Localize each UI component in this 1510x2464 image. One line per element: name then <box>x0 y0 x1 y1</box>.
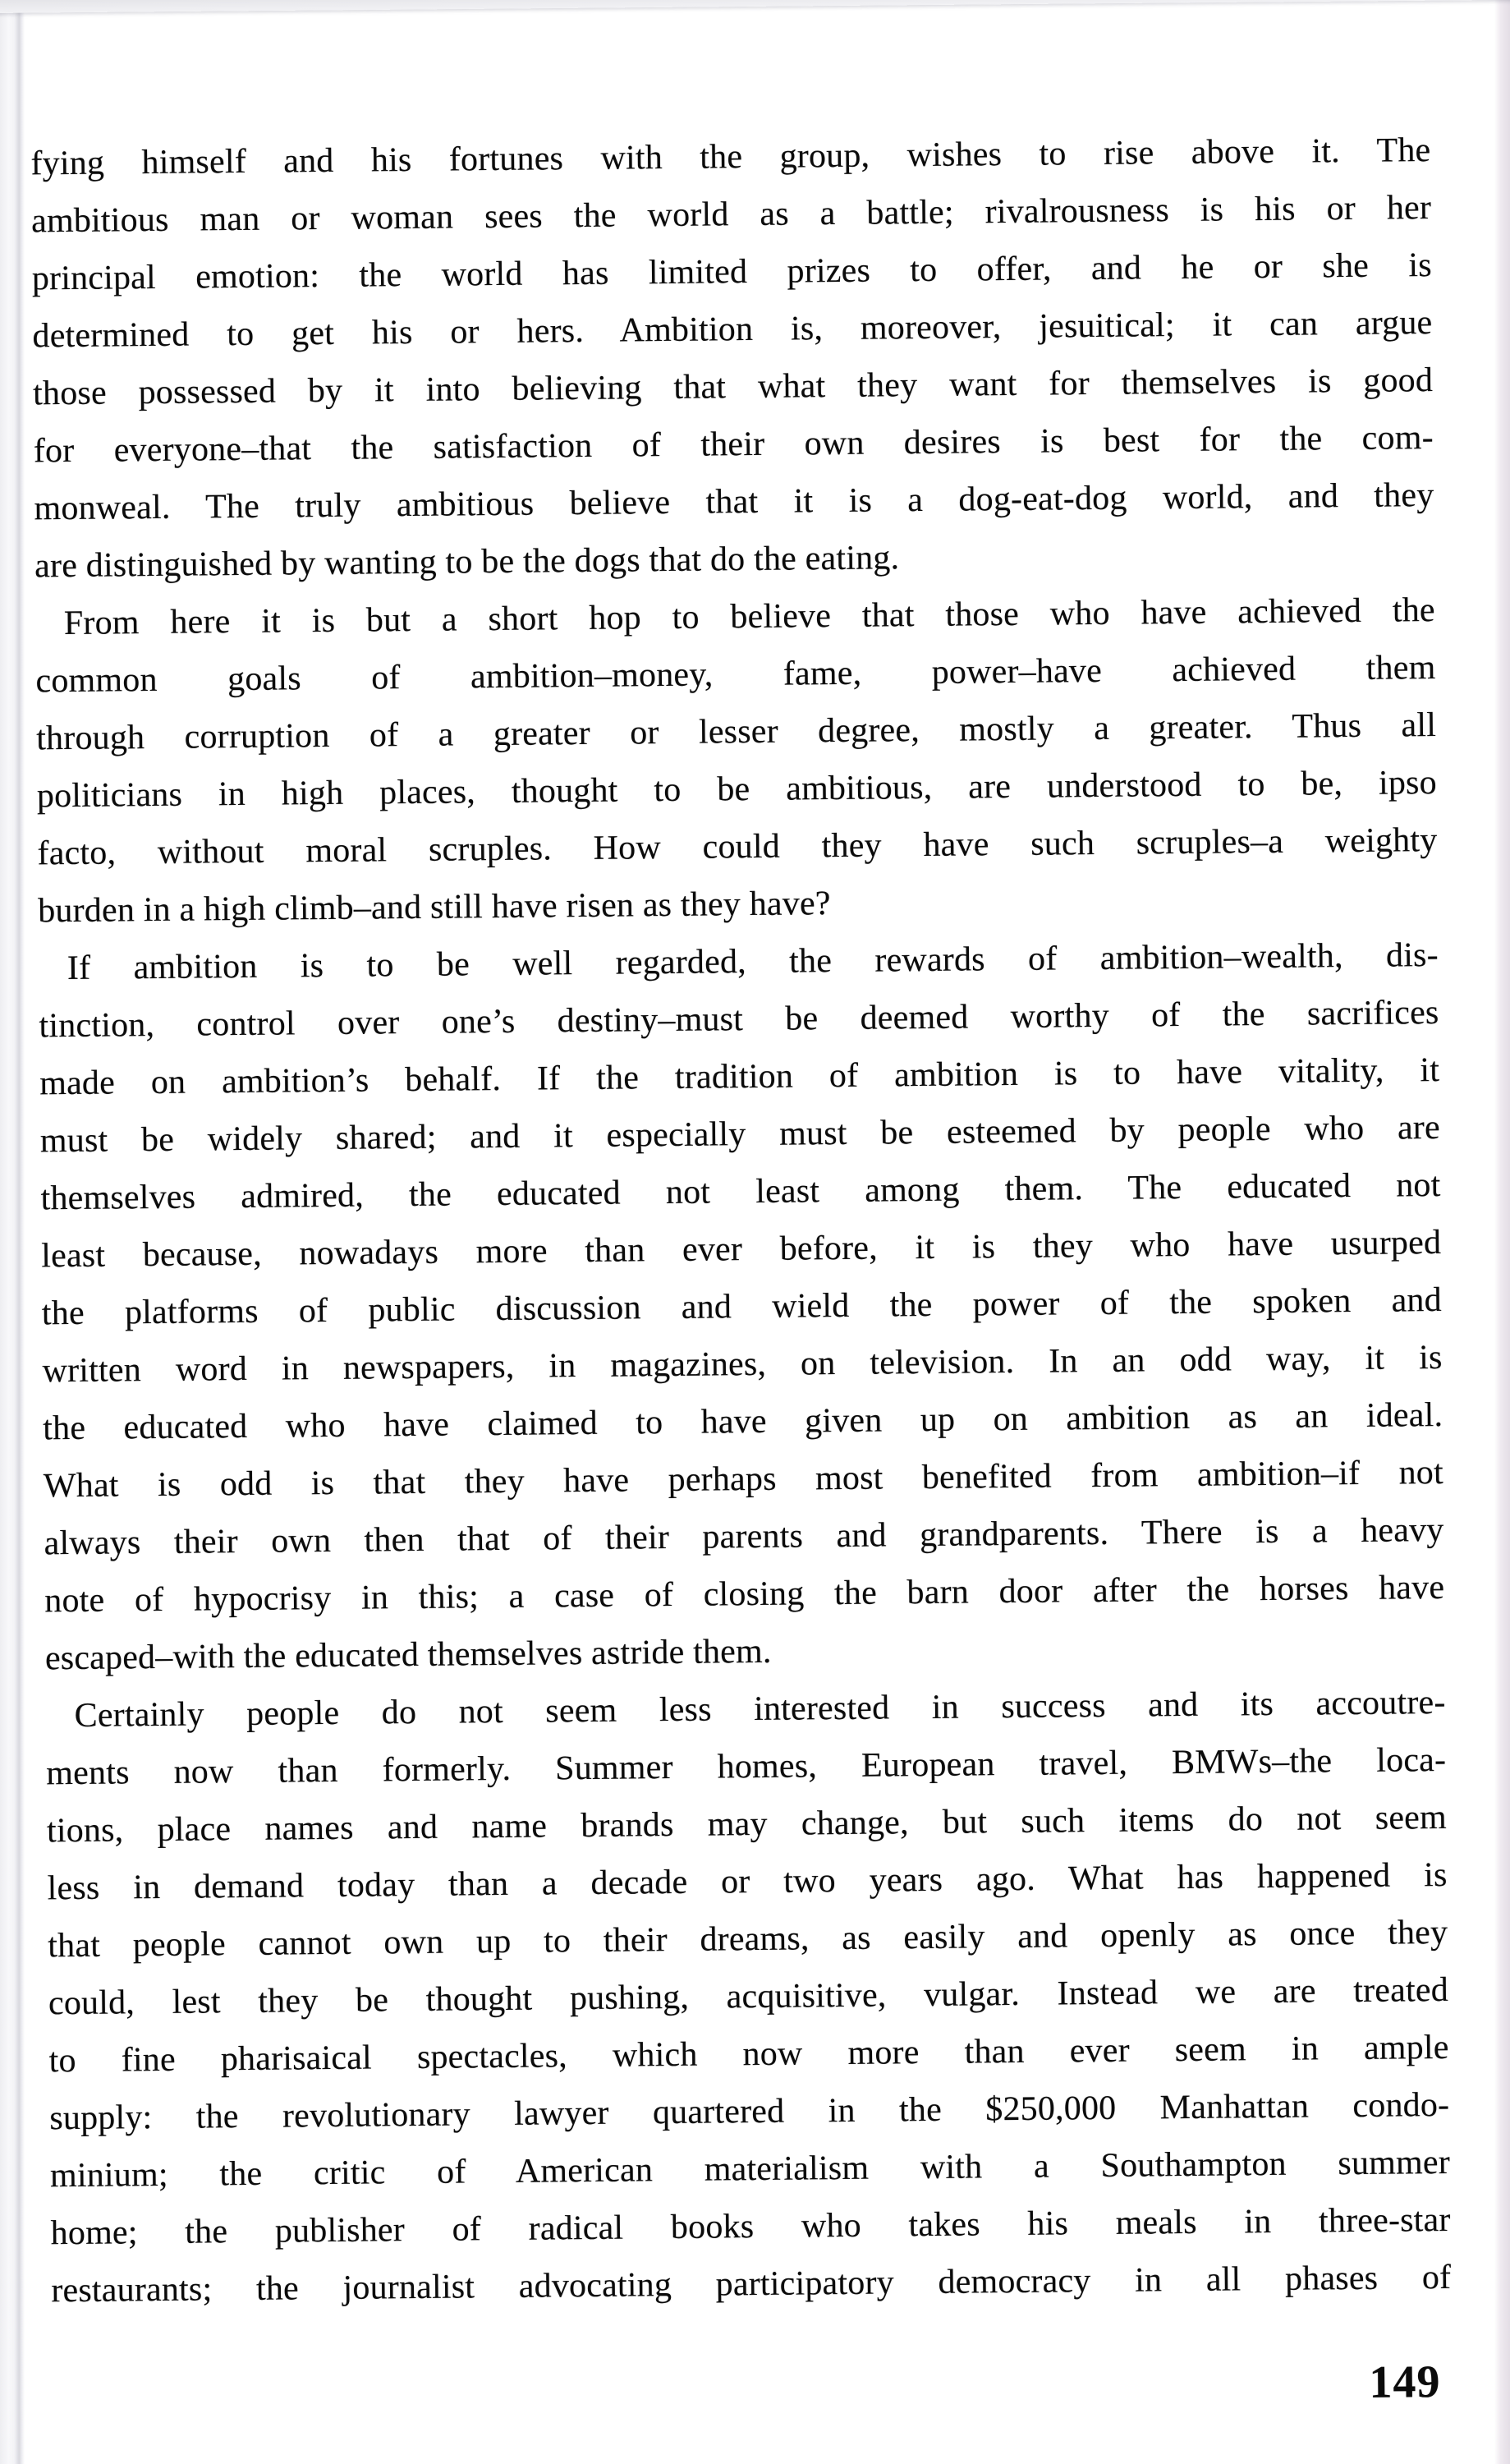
text-line: to fine pharisaical spectacles, which now more than ever seem in ample <box>48 2028 1449 2080</box>
text-line: could, lest they be thought pushing, acquisitive, vulgar. Instead we are treated <box>48 1970 1449 2023</box>
paragraph <box>45 1674 1451 2319</box>
text-line: home; the publisher of radical books who takes his meals in three-star <box>50 2200 1451 2253</box>
text-line: always their own then that of their parents and grandparents. There is a heavy <box>44 1510 1444 1563</box>
body-text <box>30 122 1451 2319</box>
text-line: ments now than formerly. Summer homes, European travel, BMWs–the loca- <box>46 1740 1447 1793</box>
text-line: From here it is but a short hop to believe that those who have achieved the <box>63 591 1435 643</box>
text-line: through corruption of a greater or lesser degree, mostly a greater. Thus all <box>35 706 1437 758</box>
text-line: If ambition is to be well regarded, the rewards of ambition–wealth, dis- <box>67 936 1439 988</box>
text-line: are distinguished by wanting to be the dogs that do the eating. <box>34 539 900 586</box>
page-number: 149 <box>1369 2356 1441 2408</box>
text-line: Certainly people do not seem less interested in success and its accoutre- <box>74 1683 1446 1735</box>
text-line: less in demand today than a decade or two years ago. What has happened is <box>47 1855 1448 1908</box>
text-line: the educated who have claimed to have given up on ambition as an ideal. <box>43 1395 1443 1448</box>
text-line: themselves admired, the educated not least among them. The educated not <box>40 1165 1441 1218</box>
text-line: determined to get his or hers. Ambition is, moreover, jesuitical; it can argue <box>32 304 1433 356</box>
text-line: written word in newspapers, in magazines, on television. In an odd way, it is <box>42 1338 1443 1391</box>
text-line: common goals of ambition–money, fame, power–have achieved them <box>35 649 1436 701</box>
text-line: must be widely shared; and it especially must be esteemed by people who are <box>39 1108 1441 1161</box>
text-line: facto, without moral scruples. How could they have such scruples–a weighty <box>37 821 1438 873</box>
text-line: tinction, control over one’s destiny–must be deemed worthy of the sacrifices <box>39 993 1439 1046</box>
text-line: least because, nowadays more than ever before, it is they who have usurped <box>41 1223 1442 1276</box>
text-line: for everyone–that the satisfaction of their own desires is best for the com- <box>33 419 1434 471</box>
scan-left-edge-artifact <box>0 0 25 2464</box>
text-line: fying himself and his fortunes with the group, wishes to rise above it. The <box>30 131 1431 183</box>
text-line: minium; the critic of American materialism with a Southampton summer <box>49 2143 1451 2195</box>
text-line: supply: the revolutionary lawyer quartered in the $250,000 Manhattan condo- <box>49 2085 1450 2138</box>
text-line: monweal. The truly ambitious believe that it is a dog-eat-dog world, and they <box>34 476 1434 528</box>
text-line: burden in a high climb–and still have risen as they have? <box>37 885 831 931</box>
text-line: made on ambition’s behalf. If the tradition of ambition is to have vitality, it <box>39 1050 1440 1103</box>
paragraph <box>30 122 1434 595</box>
text-line: those possessed by it into believing that what they want for themselves is good <box>32 361 1434 413</box>
text-line: escaped–with the educated themselves astride them. <box>44 1632 772 1678</box>
text-line: What is odd is that they have perhaps most benefited from ambition–if not <box>43 1453 1444 1506</box>
text-line: ambitious man or woman sees the world as a battle; rivalrousness is his or her <box>30 189 1432 241</box>
text-line: principal emotion: the world has limited prizes to offer, and he or she is <box>31 246 1432 298</box>
scan-right-edge-artifact <box>1494 0 1510 2464</box>
text-line: politicians in high places, thought to be ambitious, are understood to be, ipso <box>36 764 1438 816</box>
text-line: that people cannot own up to their dreams, as easily and openly as once they <box>48 1913 1448 1965</box>
text-line: restaurants; the journalist advocating participatory democracy in all phases of <box>51 2258 1452 2310</box>
text-line: note of hypocrisy in this; a case of closing the barn door after the horses have <box>44 1568 1445 1620</box>
text-line: tions, place names and name brands may change, but such items do not seem <box>46 1798 1448 1850</box>
paragraph <box>35 582 1439 940</box>
text-line: the platforms of public discussion and wield the power of the spoken and <box>41 1280 1443 1333</box>
paragraph <box>39 926 1446 1687</box>
